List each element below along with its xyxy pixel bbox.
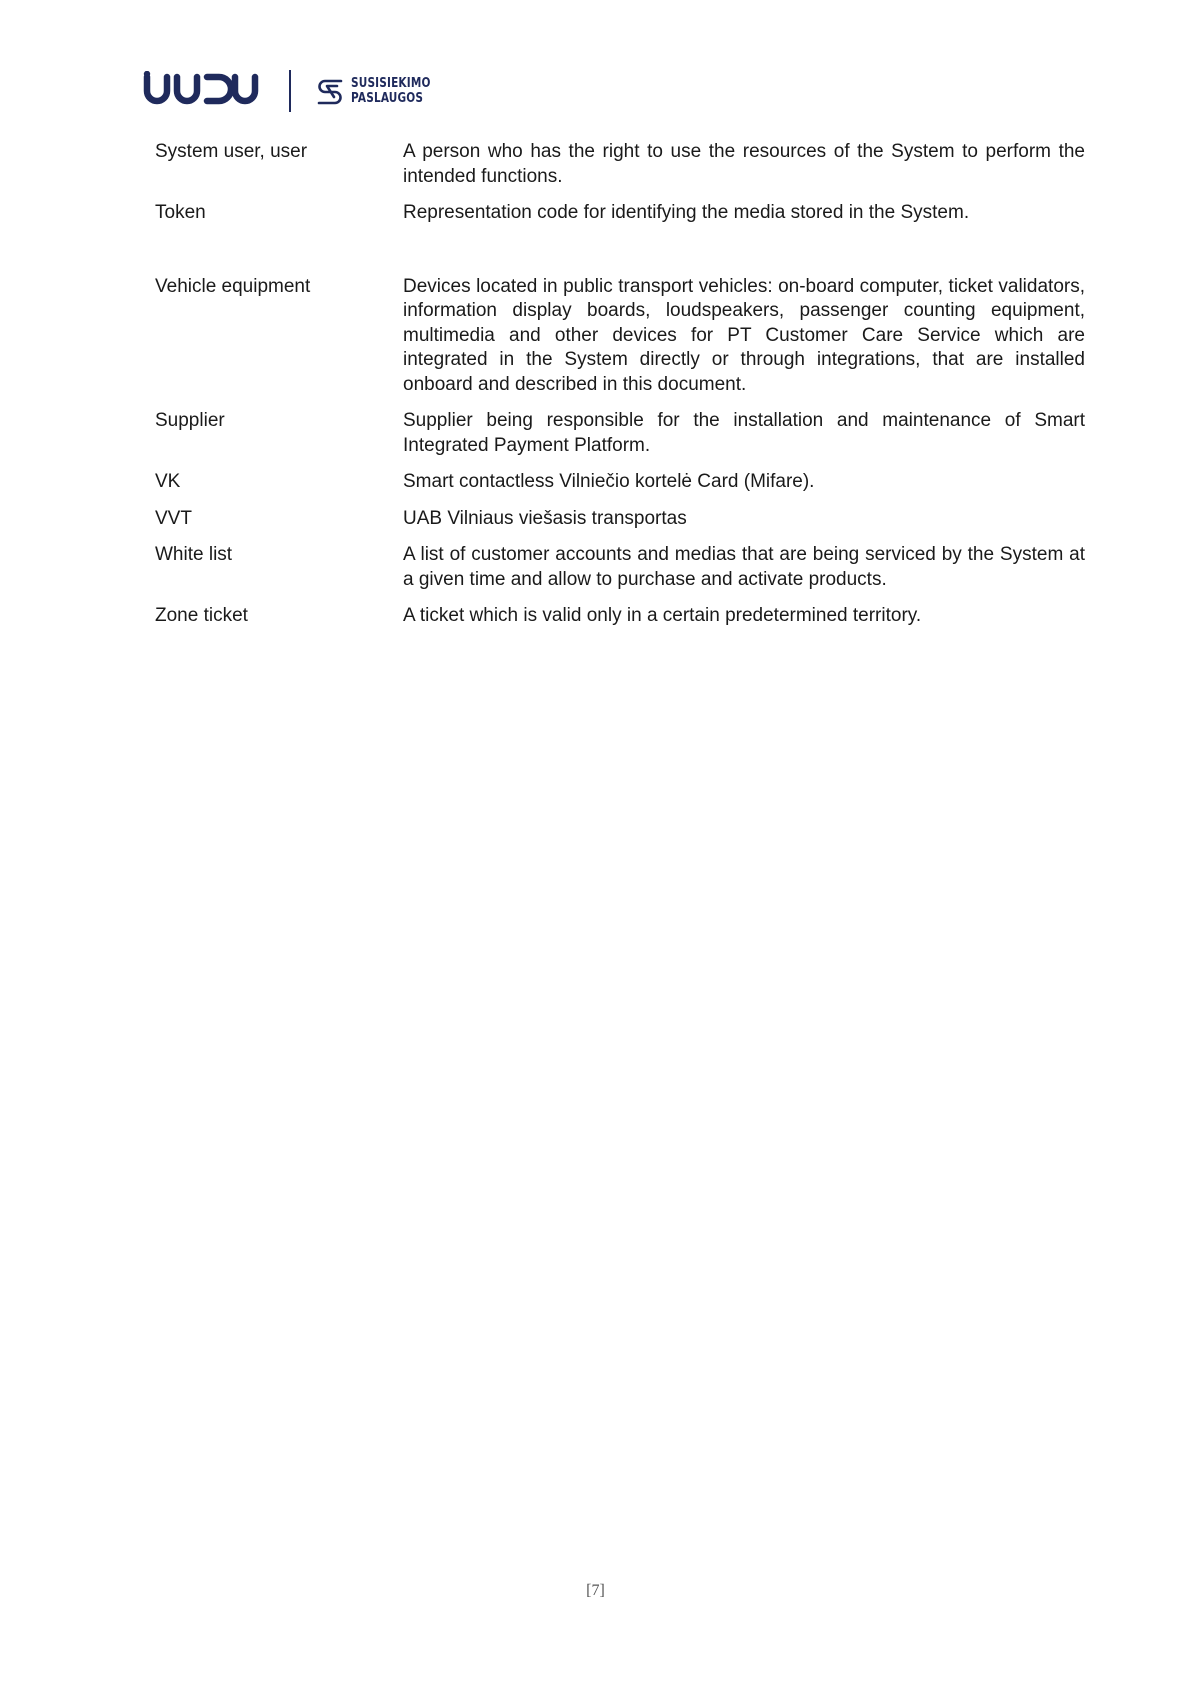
glossary-term: VK bbox=[155, 471, 181, 492]
glossary-term: White list bbox=[155, 544, 233, 565]
glossary-row bbox=[155, 201, 1085, 226]
glossary-term: Token bbox=[155, 202, 206, 223]
glossary-definition: A list of customer accounts and medias that are being serviced by the System at a given time and allow to purchase and activate products. bbox=[403, 544, 1085, 590]
glossary-definition: Smart contactless Vilniečio kortelė Card (Mifare). bbox=[403, 471, 815, 492]
glossary-row bbox=[155, 507, 1085, 532]
glossary-row bbox=[155, 470, 1085, 495]
glossary-definition: A ticket which is valid only in a certain predetermined territory. bbox=[403, 605, 922, 626]
glossary-row bbox=[155, 140, 1085, 189]
susisiekimo-paslaugos-wordmark bbox=[351, 76, 431, 106]
susisiekimo-paslaugos-logo bbox=[315, 76, 453, 106]
glossary-row bbox=[155, 275, 1085, 398]
glossary-term: Supplier bbox=[155, 410, 225, 431]
glossary-term: Zone ticket bbox=[155, 605, 248, 626]
susisiekimo-paslaugos-icon bbox=[315, 76, 345, 106]
glossary-term: System user, user bbox=[155, 141, 308, 162]
header-divider bbox=[289, 70, 291, 112]
glossary-table bbox=[155, 140, 1085, 641]
glossary-definition: A person who has the right to use the resources of the System to perform the intended functions. bbox=[403, 141, 1085, 187]
page-header bbox=[143, 68, 453, 114]
page-number: [7] bbox=[586, 1582, 605, 1599]
glossary-row bbox=[155, 409, 1085, 458]
glossary-row bbox=[155, 543, 1085, 592]
logo-line-2: PASLAUGOS bbox=[351, 90, 424, 106]
logo-line-1: SUSISIEKIMO bbox=[351, 75, 431, 91]
glossary-term: VVT bbox=[155, 507, 192, 529]
glossary-definition: Devices located in public transport vehicles: on-board computer, ticket validators, information display boards, loudspeakers, passenger counting equipment, multimedia and other devices for PT Customer Care Service which are integrated in the System directly or through integrations, that are installed onboard and described in this document. bbox=[403, 275, 1085, 395]
glossary-definition: Supplier being responsible for the installation and maintenance of Smart Integrated Payment Platform. bbox=[403, 410, 1085, 456]
judu-logo bbox=[143, 71, 265, 111]
glossary-row bbox=[155, 604, 1085, 629]
glossary-definition: UAB Vilniaus viešasis transportas bbox=[403, 507, 687, 529]
glossary-definition: Representation code for identifying the media stored in the System. bbox=[403, 202, 970, 223]
glossary-term: Vehicle equipment bbox=[155, 275, 311, 297]
